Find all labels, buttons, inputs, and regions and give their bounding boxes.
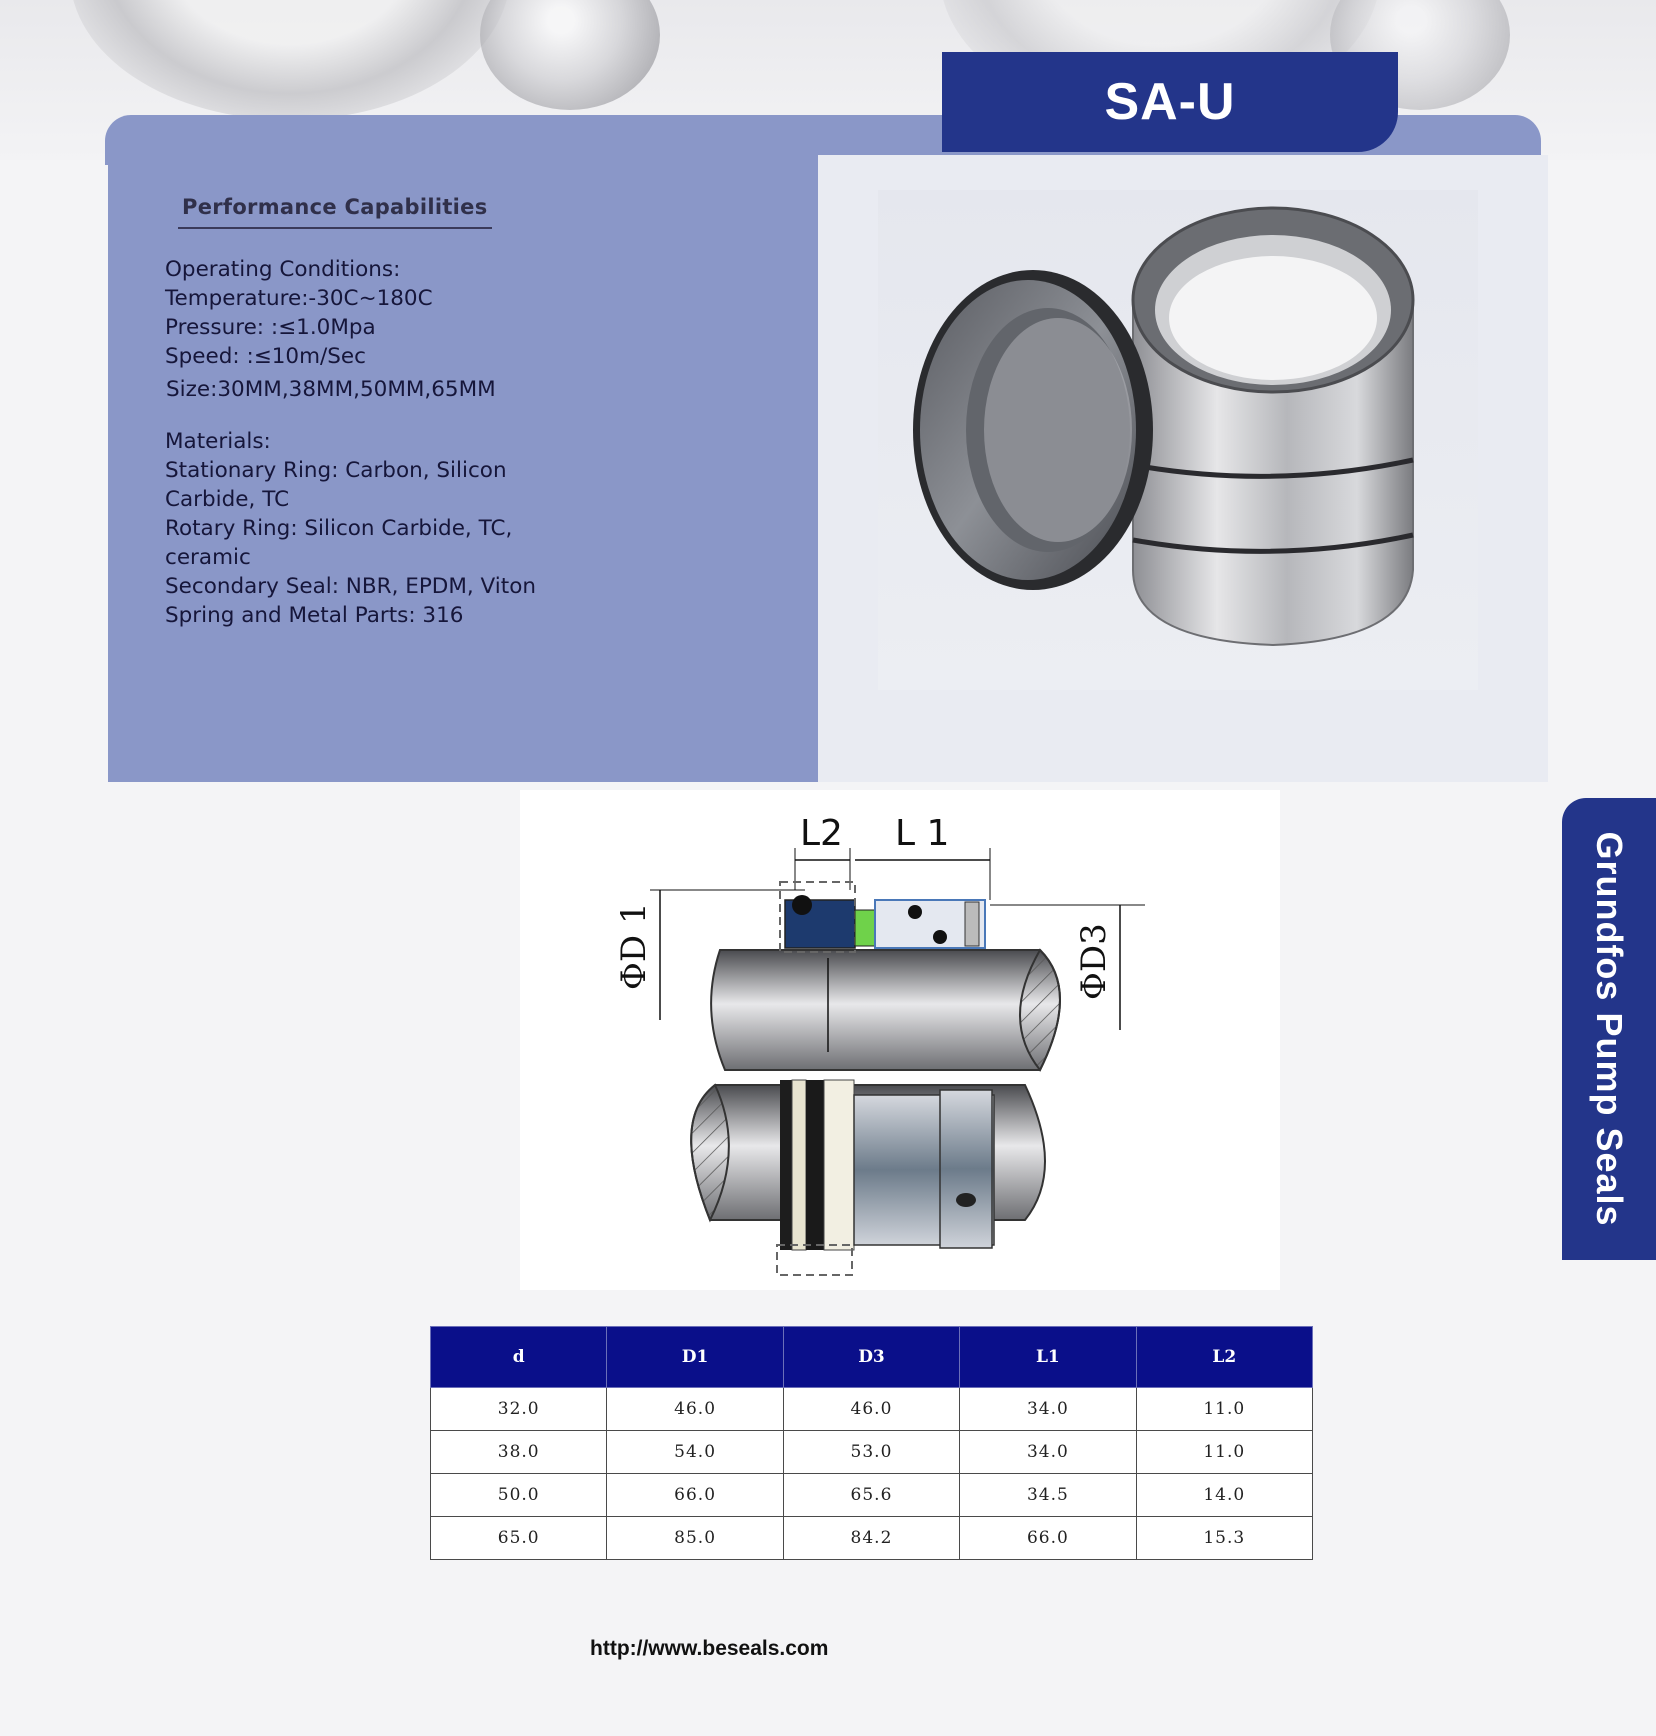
label-l2: L2 [800, 813, 843, 854]
table-cell: 46.0 [607, 1388, 783, 1431]
table-cell: 34.0 [960, 1431, 1136, 1474]
website-link[interactable]: http://www.beseals.com [590, 1637, 829, 1660]
performance-title: Performance Capabilities [178, 195, 492, 229]
model-title-tab [942, 52, 1398, 152]
table-cell: 34.0 [960, 1388, 1136, 1431]
table-cell: 66.0 [607, 1474, 783, 1517]
spec-line: Materials: [165, 429, 271, 454]
table-cell: 15.3 [1136, 1517, 1312, 1560]
table-cell: 50.0 [431, 1474, 607, 1517]
product-photo [878, 190, 1478, 690]
table-cell: 53.0 [783, 1431, 959, 1474]
table-cell: 11.0 [1136, 1388, 1312, 1431]
table-cell: 46.0 [783, 1388, 959, 1431]
column-header: L1 [960, 1327, 1136, 1388]
table-row [431, 1474, 1313, 1517]
column-header: d [431, 1327, 607, 1388]
spec-line: Temperature:-30C~180C [165, 286, 433, 311]
label-d3: ΦD3 [1074, 923, 1114, 1000]
column-header: D3 [783, 1327, 959, 1388]
table-cell: 65.0 [431, 1517, 607, 1560]
column-header: L2 [1136, 1327, 1312, 1388]
table-cell: 85.0 [607, 1517, 783, 1560]
table-cell: 11.0 [1136, 1431, 1312, 1474]
operating-conditions [165, 255, 433, 371]
side-category-tab [1562, 798, 1656, 1260]
spec-line: Speed: :≤10m/Sec [165, 344, 366, 369]
table-cell: 14.0 [1136, 1474, 1312, 1517]
column-header: D1 [607, 1327, 783, 1388]
technical-drawing [520, 790, 1280, 1290]
table-cell: 84.2 [783, 1517, 959, 1560]
table-row [431, 1388, 1313, 1431]
spec-panel [108, 155, 818, 782]
table-cell: 38.0 [431, 1431, 607, 1474]
table-row [431, 1517, 1313, 1560]
spec-line: ceramic [165, 545, 251, 570]
table-header-row [431, 1327, 1313, 1388]
spec-line: Spring and Metal Parts: 316 [165, 603, 464, 628]
label-d1: ΦD 1 [614, 902, 654, 990]
dimensions-table-wrapper [430, 1326, 1313, 1560]
mechanical-seal-photo [878, 190, 1478, 690]
materials [165, 427, 536, 630]
table-cell: 54.0 [607, 1431, 783, 1474]
seal-ring-decoration [70, 0, 510, 120]
spec-line: Stationary Ring: Carbon, Silicon [165, 458, 507, 483]
spec-line: Carbide, TC [165, 487, 290, 512]
label-l1: L 1 [895, 813, 950, 854]
side-tab-label: Grundfos Pump Seals [1589, 831, 1630, 1227]
table-cell: 34.5 [960, 1474, 1136, 1517]
seal-cross-section-drawing [520, 790, 1280, 1290]
seal-ring-decoration [480, 0, 660, 110]
spec-line: Operating Conditions: [165, 257, 401, 282]
table-cell: 66.0 [960, 1517, 1136, 1560]
table-cell: 32.0 [431, 1388, 607, 1431]
spec-line: Secondary Seal: NBR, EPDM, Viton [165, 574, 536, 599]
model-title: SA-U [1104, 73, 1236, 131]
spec-line: Pressure: :≤1.0Mpa [165, 315, 376, 340]
dimensions-table [430, 1326, 1313, 1560]
size-line: Size:30MM,38MM,50MM,65MM [166, 377, 496, 402]
spec-line: Rotary Ring: Silicon Carbide, TC, [165, 516, 513, 541]
table-row [431, 1431, 1313, 1474]
product-photo-panel [818, 155, 1548, 782]
table-cell: 65.6 [783, 1474, 959, 1517]
